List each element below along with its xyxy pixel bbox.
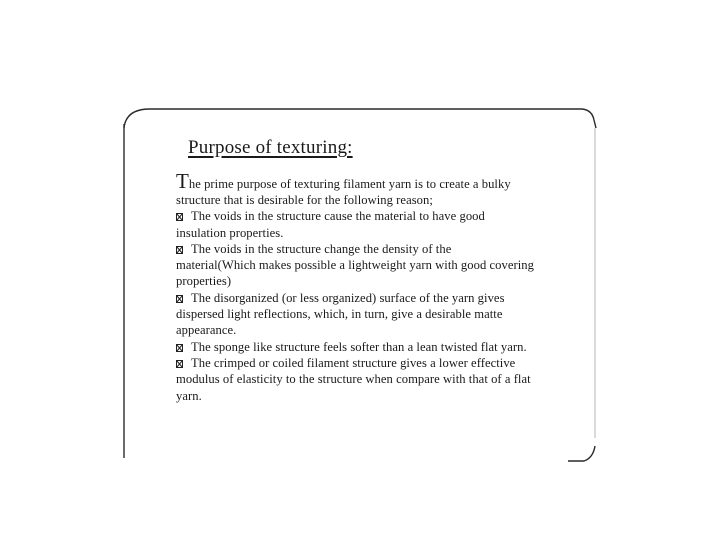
dropcap-letter: T [176,169,189,193]
bullet-icon [176,295,183,303]
bullet-5-line-1: The crimped or coiled filament structure gives a lower effective [191,355,516,370]
bullet-item-5 [176,355,566,371]
bullet-item-1 [176,208,566,224]
bullet-icon [176,344,183,352]
frame-bottom-curl [568,446,595,461]
bullet-icon [176,246,183,254]
slide-body [176,170,566,404]
bullet-item-2 [176,241,566,257]
bullet-3-line-3: appearance. [176,323,237,338]
bullet-icon [176,213,183,221]
intro-line-1-text: he prime purpose of texturing filament yarn is to create a bulky [188,177,511,191]
intro-line-2: structure that is desirable for the following reason; [176,193,433,207]
bullet-icon [176,360,183,368]
bullet-5-line-3: yarn. [176,388,202,403]
bullet-3-line-2: dispersed light reflections, which, in turn, give a desirable matte [176,307,503,322]
bullet-item-4 [176,339,566,355]
bullet-4-line-1: The sponge like structure feels softer than a lean twisted flat yarn. [191,339,527,354]
bullet-2-line-2: material(Which makes possible a lightweight yarn with good covering [176,258,534,273]
bullet-item-3 [176,290,566,306]
bullet-3-line-1: The disorganized (or less organized) surface of the yarn gives [191,290,505,305]
page-title: Purpose of texturing: [188,137,353,158]
bullet-1-line-1: The voids in the structure cause the material to have good [191,209,485,224]
bullet-2-line-1: The voids in the structure change the density of the [191,241,452,256]
bullet-1-line-2: insulation properties. [176,225,284,240]
bullet-5-line-2: modulus of elasticity to the structure when compare with that of a flat [176,372,531,387]
bullet-2-line-3: properties) [176,274,232,289]
frame-top-border [124,109,596,128]
intro-line-1 [176,170,566,192]
